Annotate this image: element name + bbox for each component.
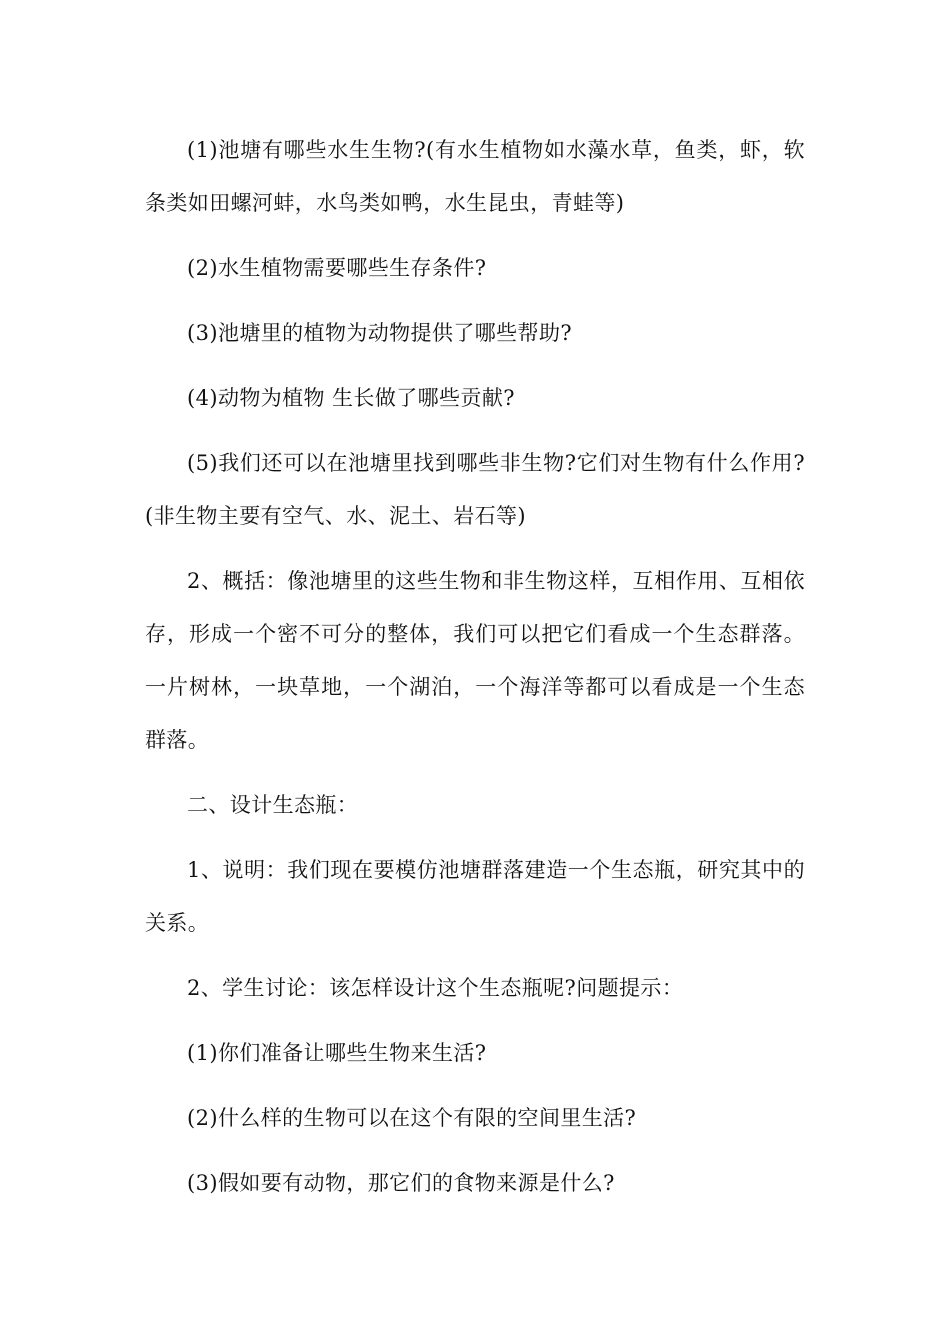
paragraph-prompt-3: (3)假如要有动物，那它们的食物来源是什么? <box>187 1171 615 1195</box>
paragraph-explanation: 1、说明：我们现在要模仿池塘群落建造一个生态瓶，研究其中的关系。 <box>145 858 805 935</box>
paragraph-question-3: (3)池塘里的植物为动物提供了哪些帮助? <box>187 321 573 345</box>
paragraph-summary: 2、概括：像池塘里的这些生物和非生物这样，互相作用、互相依存，形成一个密不可分的整体，我们可以把它们看成一个生态群落。一片树林，一块草地，一个湖泊，一个海洋等都可以看成是一个生态群落。 <box>145 569 805 752</box>
paragraph-discussion: 2、学生讨论：该怎样设计这个生态瓶呢?问题提示： <box>187 976 684 1000</box>
paragraph-question-2: (2)水生植物需要哪些生存条件? <box>187 256 487 280</box>
paragraph-prompt-2: (2)什么样的生物可以在这个有限的空间里生活? <box>187 1106 637 1130</box>
document-body <box>145 124 805 1210</box>
section-heading-design: 二、设计生态瓶： <box>187 793 359 817</box>
paragraph-question-1: (1)池塘有哪些水生生物?(有水生植物如水藻水草，鱼类，虾，软条类如田螺河蚌，水鸟类如鸭，水生昆虫，青蛙等) <box>145 138 805 215</box>
paragraph-prompt-1: (1)你们准备让哪些生物来生活? <box>187 1041 487 1065</box>
paragraph-question-5: (5)我们还可以在池塘里找到哪些非生物?它们对生物有什么作用?(非生物主要有空气、水、泥土、岩石等) <box>145 451 805 528</box>
paragraph-question-4: (4)动物为植物 生长做了哪些贡献? <box>187 386 515 410</box>
